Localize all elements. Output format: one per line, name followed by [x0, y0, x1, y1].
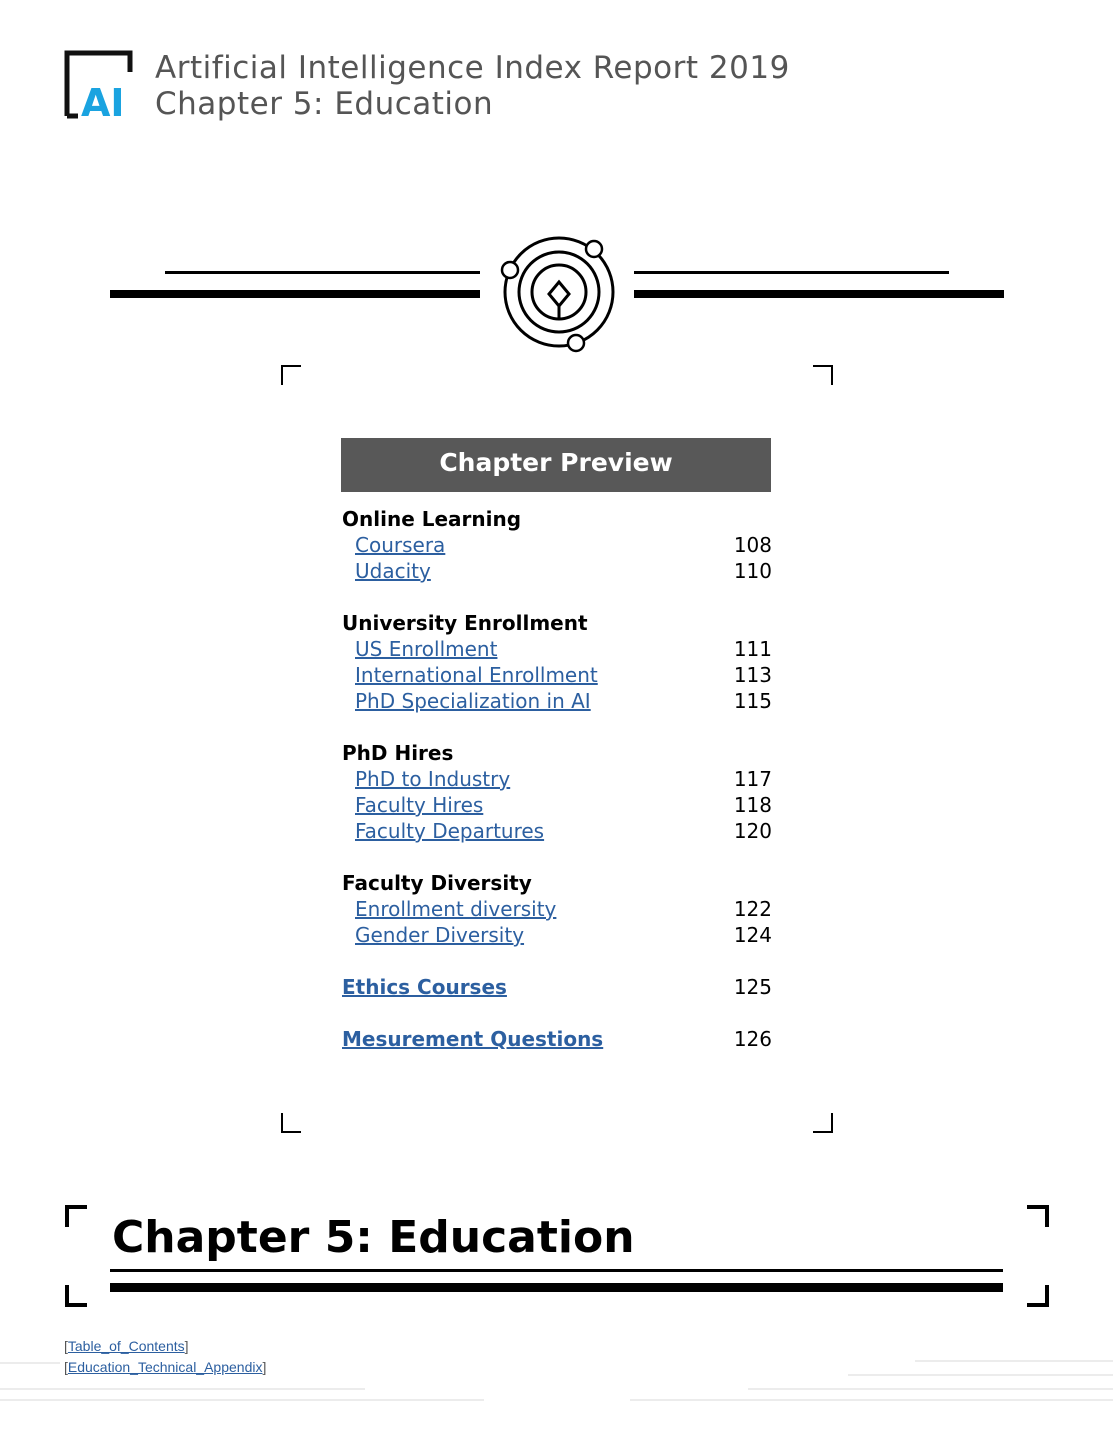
- toc-link[interactable]: Udacity: [355, 559, 431, 583]
- toc-link[interactable]: International Enrollment: [355, 663, 598, 687]
- decorative-line: [0, 1399, 484, 1401]
- toc-row: [342, 896, 772, 922]
- chapter-preview-toc: [342, 506, 772, 1052]
- decorative-line: [915, 1360, 1113, 1362]
- toc-page-number: 115: [733, 689, 772, 713]
- toc-row: [342, 922, 772, 948]
- corner-bracket: [1027, 1285, 1049, 1307]
- toc-link[interactable]: Enrollment diversity: [355, 897, 557, 921]
- toc-page-number: 126: [733, 1027, 772, 1051]
- toc-link[interactable]: PhD Specialization in AI: [355, 689, 591, 713]
- footer-toc: [Table_of_Contents]: [64, 1338, 189, 1354]
- chapter-title: Chapter 5: Education: [112, 1212, 635, 1263]
- toc-row: [342, 558, 772, 584]
- toc-page-number: 111: [733, 637, 772, 661]
- title-rule-thin: [110, 1269, 1003, 1272]
- decorative-line: [748, 1388, 1113, 1390]
- toc-row: [342, 766, 772, 792]
- toc-row: [342, 636, 772, 662]
- toc-page-number: 125: [733, 975, 772, 999]
- ai-index-logo: [64, 50, 144, 122]
- toc-page-number: 108: [733, 533, 772, 557]
- toc-page-number: 118: [733, 793, 772, 817]
- divider-thick-left: [110, 290, 480, 298]
- decorative-line: [0, 1362, 60, 1364]
- chapter-preview-header: Chapter Preview: [341, 438, 771, 492]
- decorative-line: [630, 1399, 1113, 1401]
- technical-appendix-link[interactable]: Education_Technical_Appendix: [67, 1359, 263, 1375]
- corner-bracket: [813, 1113, 833, 1133]
- title-rule-thick: [110, 1283, 1003, 1292]
- orbit-emblem-icon: [496, 232, 622, 356]
- corner-bracket: [65, 1285, 87, 1307]
- toc-page-number: 120: [733, 819, 772, 843]
- decorative-line: [848, 1374, 1113, 1376]
- toc-page-number: 110: [733, 559, 772, 583]
- toc-major-link[interactable]: Ethics Courses: [342, 975, 507, 999]
- svg-text:AI: AI: [81, 81, 125, 122]
- section-title: PhD Hires: [342, 741, 454, 765]
- toc-page-number: 117: [733, 767, 772, 791]
- section-title: University Enrollment: [342, 611, 588, 635]
- decorative-line: [0, 1388, 365, 1390]
- toc-major-link[interactable]: Mesurement Questions: [342, 1027, 604, 1051]
- footer-appendix: [Education_Technical_Appendix]: [64, 1359, 267, 1375]
- toc-page-number: 122: [733, 897, 772, 921]
- toc-link[interactable]: Gender Diversity: [355, 923, 525, 947]
- divider-thin-left: [165, 271, 480, 274]
- toc-page-number: 124: [733, 923, 772, 947]
- section-title: Online Learning: [342, 507, 522, 531]
- chapter-subtitle: Chapter 5: Education: [155, 86, 494, 122]
- corner-bracket: [65, 1205, 87, 1227]
- report-title: Artificial Intelligence Index Report 2019: [155, 50, 790, 86]
- toc-row: [342, 688, 772, 714]
- divider-thick-right: [634, 290, 1004, 298]
- section-title: Faculty Diversity: [342, 871, 532, 895]
- toc-row: [342, 792, 772, 818]
- corner-bracket: [281, 365, 301, 385]
- toc-row: [342, 974, 772, 1000]
- toc-link[interactable]: Faculty Departures: [355, 819, 545, 843]
- toc-link[interactable]: PhD to Industry: [355, 767, 511, 791]
- toc-row: [342, 1026, 772, 1052]
- toc-link[interactable]: US Enrollment: [355, 637, 498, 661]
- toc-page-number: 113: [733, 663, 772, 687]
- corner-bracket: [281, 1113, 301, 1133]
- toc-row: [342, 818, 772, 844]
- corner-bracket: [1027, 1205, 1049, 1227]
- toc-link[interactable]: Coursera: [355, 533, 446, 557]
- toc-row: [342, 532, 772, 558]
- report-header: [155, 50, 790, 122]
- toc-link[interactable]: Faculty Hires: [355, 793, 484, 817]
- toc-row: [342, 662, 772, 688]
- table-of-contents-link[interactable]: Table_of_Contents: [67, 1338, 185, 1354]
- divider-thin-right: [634, 271, 949, 274]
- corner-bracket: [813, 365, 833, 385]
